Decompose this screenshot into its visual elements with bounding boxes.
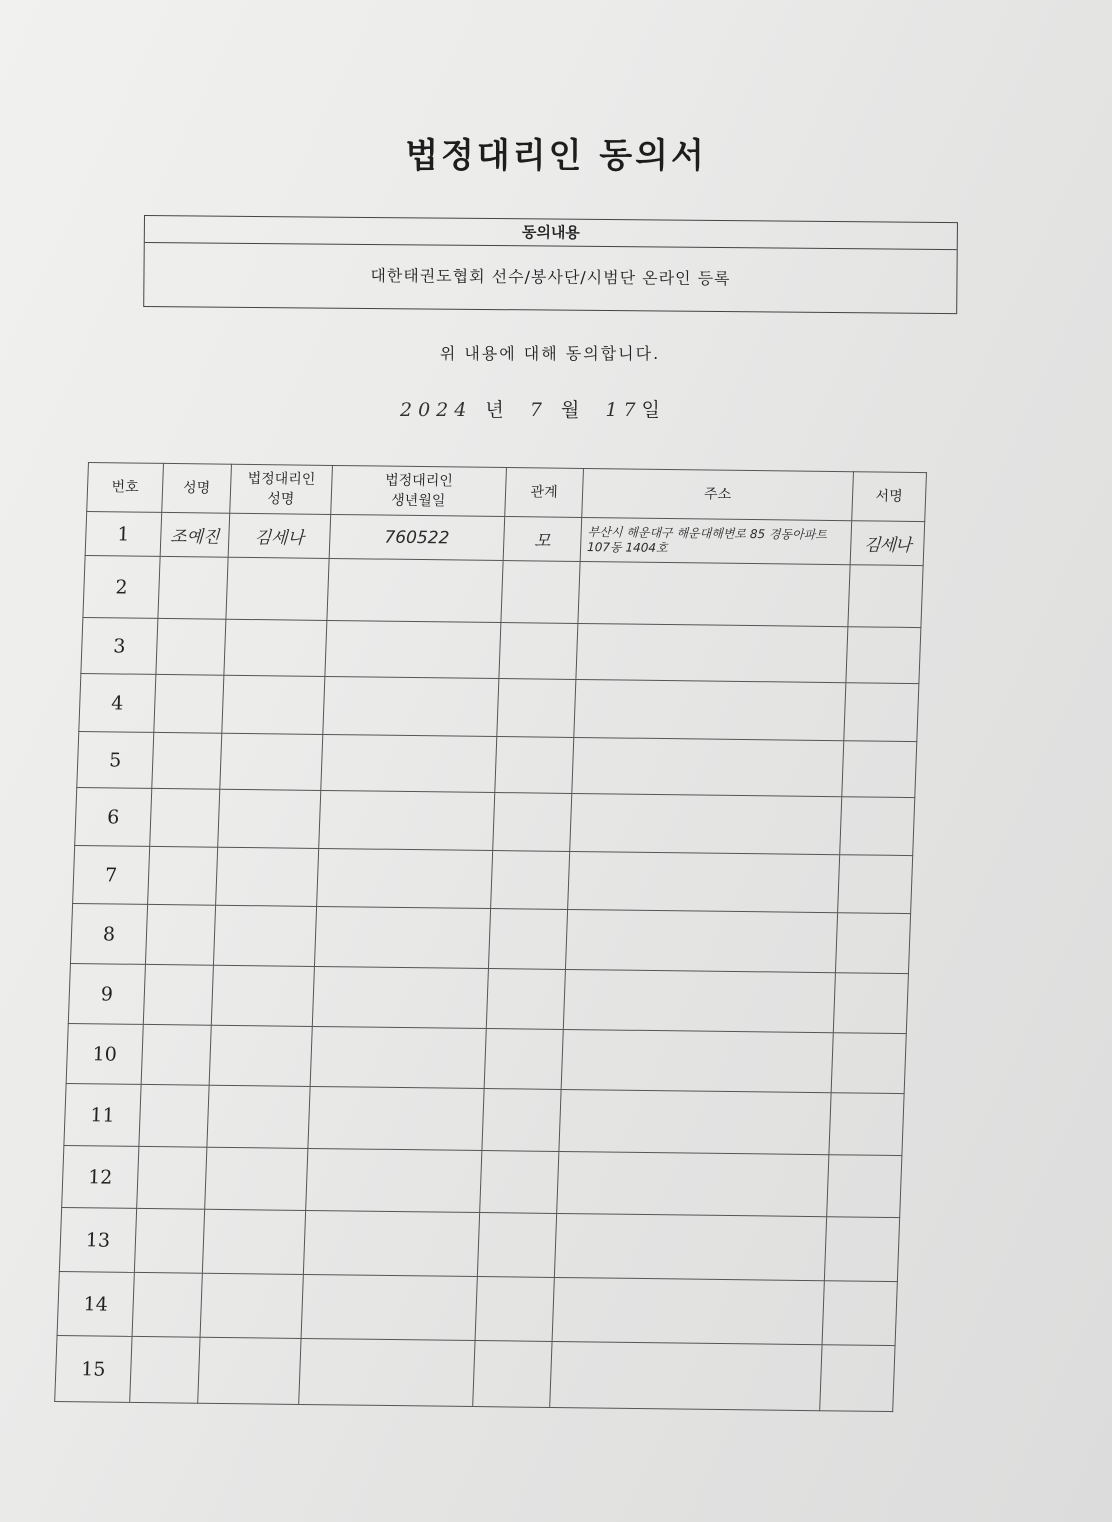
cell-guardian-name — [198, 1337, 301, 1404]
cell-signature — [838, 855, 913, 914]
row-number: 11 — [64, 1084, 141, 1147]
cell-address — [568, 851, 840, 912]
row-number: 12 — [62, 1146, 139, 1209]
cell-address — [561, 1029, 833, 1092]
table-row — [66, 1024, 906, 1094]
cell-address — [550, 1341, 822, 1410]
cell-guardian-birthdate — [323, 676, 499, 736]
table-row — [73, 846, 913, 914]
cell-relation — [488, 909, 567, 970]
cell-name — [154, 674, 224, 733]
cell-signature — [833, 973, 908, 1034]
cell-name — [134, 1208, 204, 1273]
date-year: 2024 — [400, 399, 473, 421]
row-number: 2 — [83, 556, 160, 619]
cell-relation — [482, 1089, 561, 1152]
date-day-label: 일 — [641, 399, 661, 421]
cell-guardian-birthdate — [301, 1274, 477, 1340]
cell-address: 부산시 해운대구 해운대해변로 85 경동아파트 107동 1404호 — [580, 517, 852, 564]
row-number: 8 — [70, 904, 147, 965]
cell-address — [578, 561, 850, 626]
cell-signature — [827, 1155, 902, 1218]
cell-guardian-name — [213, 905, 316, 966]
cell-address — [572, 737, 844, 796]
cell-address — [563, 969, 835, 1032]
cell-name — [137, 1146, 207, 1209]
cell-relation — [499, 623, 578, 680]
cell-address — [557, 1151, 829, 1216]
date-month-label: 월 — [560, 399, 581, 421]
cell-address — [552, 1277, 824, 1344]
cell-name — [143, 964, 213, 1025]
date-year-label: 년 — [485, 399, 505, 421]
cell-relation — [491, 851, 570, 910]
header-relation: 관계 — [505, 468, 584, 518]
table-row — [62, 1146, 902, 1218]
header-guardian-name: 법정대리인 성명 — [230, 464, 333, 514]
cell-guardian-name — [224, 619, 327, 676]
cell-guardian-birthdate — [306, 1148, 482, 1212]
cell-relation — [473, 1341, 552, 1408]
row-number: 1 — [85, 512, 162, 557]
cell-guardian-name — [216, 847, 319, 906]
row-number: 3 — [81, 618, 158, 675]
cell-signature — [822, 1281, 897, 1346]
cell-name — [158, 556, 228, 619]
cell-guardian-birthdate — [317, 848, 493, 908]
table-body — [55, 512, 925, 1412]
cell-relation — [484, 1029, 563, 1090]
cell-guardian-name — [222, 675, 325, 734]
consent-content-header: 동의내용 — [145, 216, 957, 250]
cell-signature — [846, 627, 921, 684]
cell-guardian-birthdate — [303, 1210, 479, 1276]
cell-guardian-name — [218, 789, 321, 848]
cell-signature — [824, 1217, 899, 1282]
row-number: 15 — [55, 1336, 132, 1403]
header-guardian-birthdate: 법정대리인 생년월일 — [331, 465, 507, 516]
cell-address — [574, 679, 846, 740]
cell-relation — [475, 1277, 554, 1342]
cell-signature — [829, 1093, 904, 1156]
cell-signature — [840, 797, 915, 856]
cell-signature — [848, 565, 923, 628]
cell-name — [152, 732, 222, 789]
cell-guardian-name — [220, 733, 323, 790]
cell-signature — [844, 683, 919, 742]
cell-address — [576, 623, 848, 682]
table-row — [83, 556, 923, 628]
table-row — [79, 674, 919, 742]
cell-guardian-birthdate — [327, 558, 503, 622]
page-title: 법정대리인 동의서 — [405, 136, 707, 176]
row-number: 9 — [68, 964, 145, 1025]
table-row — [59, 1208, 899, 1282]
header-name: 성명 — [162, 463, 232, 513]
row-number: 6 — [75, 788, 152, 847]
header-number: 번호 — [87, 463, 164, 513]
cell-relation: 모 — [503, 517, 582, 562]
cell-signature — [831, 1033, 906, 1094]
table-row — [75, 788, 915, 856]
cell-guardian-birthdate — [310, 1026, 486, 1088]
agreement-statement: 위 내용에 대해 동의합니다. — [439, 344, 661, 363]
cell-guardian-name — [209, 1025, 312, 1086]
cell-relation — [501, 561, 580, 624]
row-number: 4 — [79, 674, 156, 733]
table-row — [64, 1084, 904, 1156]
cell-signature: 김세나 — [850, 521, 925, 566]
cell-relation — [497, 679, 576, 738]
table-row — [57, 1272, 897, 1346]
row-number: 13 — [59, 1208, 136, 1273]
cell-name — [156, 618, 226, 675]
consent-content-box — [143, 215, 958, 314]
cell-relation — [486, 969, 565, 1030]
cell-signature — [820, 1345, 895, 1412]
cell-relation — [480, 1151, 559, 1214]
header-address: 주소 — [582, 468, 854, 520]
cell-guardian-name: 김세나 — [228, 513, 331, 558]
cell-address — [570, 793, 842, 854]
cell-guardian-name — [207, 1085, 310, 1148]
cell-guardian-birthdate — [314, 906, 490, 968]
row-number: 7 — [73, 846, 150, 905]
cell-name — [139, 1084, 209, 1147]
header-signature: 서명 — [852, 472, 927, 522]
guardian-table — [54, 462, 927, 1412]
cell-guardian-name — [205, 1147, 308, 1210]
cell-address — [565, 909, 837, 972]
row-number: 5 — [77, 732, 154, 789]
cell-guardian-name — [211, 965, 314, 1026]
cell-guardian-name — [202, 1209, 305, 1274]
cell-name — [148, 846, 218, 905]
date-day: 17 — [605, 399, 642, 421]
cell-guardian-birthdate: 760522 — [329, 514, 505, 560]
cell-guardian-birthdate — [325, 620, 501, 678]
cell-name — [145, 904, 215, 965]
cell-name: 조예진 — [160, 512, 230, 557]
date-line — [400, 395, 661, 422]
cell-name — [130, 1336, 200, 1403]
consent-content-text: 대한태권도협회 선수/봉사단/시범단 온라인 등록 — [370, 265, 731, 289]
cell-address — [559, 1089, 831, 1154]
table-row — [70, 904, 910, 974]
cell-name — [141, 1024, 211, 1085]
table-row — [77, 732, 917, 798]
cell-relation — [495, 737, 574, 794]
cell-address — [554, 1213, 826, 1280]
cell-guardian-birthdate — [299, 1338, 475, 1406]
table-row — [55, 1336, 895, 1412]
cell-relation — [477, 1213, 556, 1278]
table-row — [68, 964, 908, 1034]
cell-guardian-birthdate — [319, 790, 495, 850]
date-month: 7 — [529, 399, 548, 421]
cell-guardian-birthdate — [321, 734, 497, 792]
cell-name — [132, 1272, 202, 1337]
cell-relation — [493, 793, 572, 852]
cell-name — [150, 788, 220, 847]
cell-guardian-birthdate — [312, 966, 488, 1028]
table-row — [81, 618, 921, 684]
cell-guardian-name — [200, 1273, 303, 1338]
row-number: 10 — [66, 1024, 143, 1085]
cell-guardian-name — [226, 557, 329, 620]
cell-signature — [842, 741, 917, 798]
cell-guardian-birthdate — [308, 1086, 484, 1150]
row-number: 14 — [57, 1272, 134, 1337]
cell-signature — [835, 913, 910, 974]
